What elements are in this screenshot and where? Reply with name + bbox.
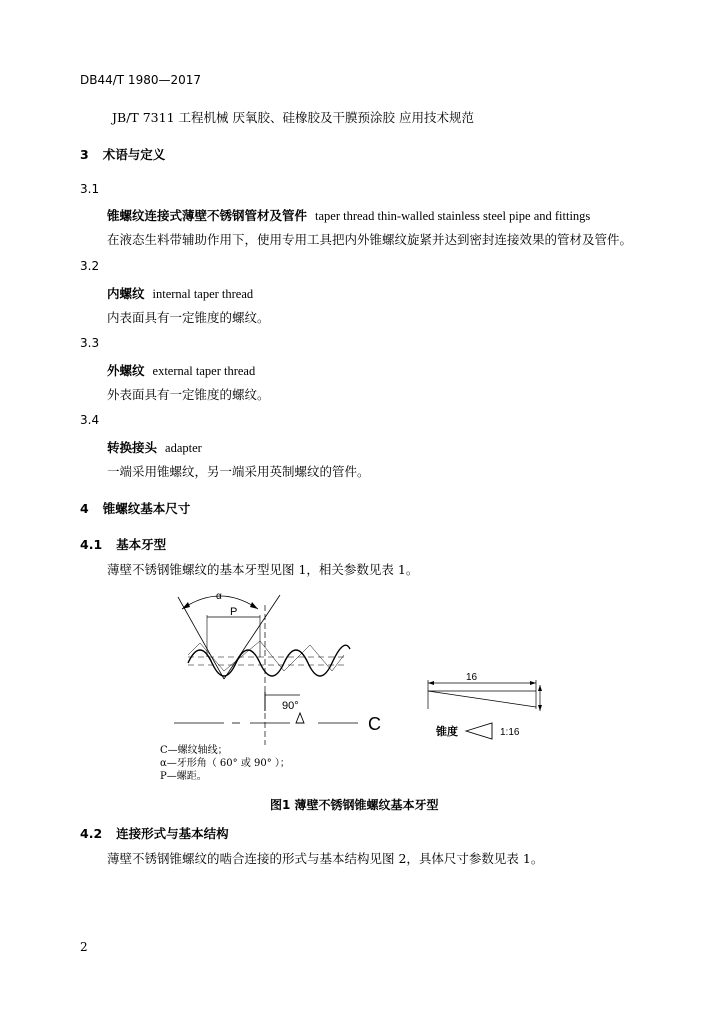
section-title: 锥螺纹基本尺寸 (102, 501, 191, 516)
term-definition: 一端采用锥螺纹，另一端采用英制螺纹的管件。 (107, 464, 370, 479)
alpha-label: α (216, 591, 222, 602)
taper-label: 锥度 (436, 726, 458, 738)
section-4-heading (80, 499, 190, 517)
term-number: 3.4 (80, 413, 100, 427)
taper-arrow-left (428, 681, 434, 685)
ninety-label: 90° (282, 700, 299, 712)
legend-item: C—螺纹轴线； (160, 745, 228, 756)
section-number: 4 (80, 501, 89, 516)
term-number: 3.1 (80, 182, 100, 196)
subsection-text: 薄壁不锈钢锥螺纹的基本牙型见图 1，相关参数见表 1。 (107, 562, 419, 577)
page-number: 2 (80, 940, 88, 954)
taper-height-arrow-top (538, 685, 542, 691)
term-heading (107, 437, 202, 456)
term-definition: 在液态生料带辅助作用下，使用专用工具把内外锥螺纹旋紧并达到密封连接效果的管材及管件。 (107, 232, 633, 247)
thread-profile-basic (188, 641, 344, 671)
term-definition: 内表面具有一定锥度的螺纹。 (107, 310, 270, 325)
axis-c-label: C (368, 714, 381, 734)
subsection-title: 连接形式与基本结构 (116, 826, 229, 841)
taper-height-arrow-bottom (538, 705, 542, 711)
term-heading (107, 360, 255, 379)
section-3-heading (80, 145, 165, 163)
section-number: 3 (80, 147, 89, 162)
term-zh: 外螺纹 (107, 363, 145, 378)
taper-length-label: 16 (466, 672, 478, 683)
pitch-label: P (230, 606, 238, 618)
flank-line-left (178, 597, 224, 679)
subsection-text: 薄壁不锈钢锥螺纹的啮合连接的形式与基本结构见图 2，具体尺寸参数见表 1。 (107, 851, 544, 866)
term-zh: 转换接头 (107, 440, 158, 455)
subsection-title: 基本牙型 (116, 537, 167, 552)
subsection-number: 4.2 (80, 826, 103, 841)
term-en: adapter (165, 441, 202, 455)
subsection-number: 4.1 (80, 537, 103, 552)
alpha-arrow-right (250, 602, 258, 609)
term-en: external taper thread (152, 364, 256, 378)
section-title: 术语与定义 (102, 147, 166, 162)
legend-item: P—螺距。 (160, 771, 207, 782)
term-zh: 锥螺纹连接式薄壁不锈钢管材及管件 (107, 208, 308, 223)
term-en: taper thread thin-walled stainless steel pipe and fittings (315, 209, 591, 223)
taper-ratio-label: 1:16 (500, 727, 520, 738)
figure-legend (160, 744, 290, 783)
term-heading (107, 205, 590, 224)
term-zh: 内螺纹 (107, 286, 145, 301)
term-number: 3.2 (80, 259, 100, 273)
standard-number: DB44/T 1980—2017 (80, 73, 202, 87)
term-number: 3.3 (80, 336, 100, 350)
axis-taper-mark (296, 713, 304, 723)
legend-item: α—牙形角（ 60° 或 90° ）； (160, 758, 290, 769)
thread-profile (188, 645, 350, 676)
subsection-4-1-heading (80, 535, 166, 553)
term-definition: 外表面具有一定锥度的螺纹。 (107, 387, 270, 402)
taper-symbol (466, 723, 492, 739)
taper-arrow-right (530, 681, 536, 685)
taper-slope-edge (428, 691, 536, 707)
running-title: JB/T 7311 工程机械 厌氧胶、硅橡胶及干膜预涂胶 应用技术规范 (112, 110, 474, 125)
figure-caption: 图1 薄壁不锈钢锥螺纹基本牙型 (270, 798, 439, 812)
term-en: internal taper thread (152, 287, 254, 301)
term-heading (107, 283, 253, 302)
subsection-4-2-heading (80, 824, 229, 842)
